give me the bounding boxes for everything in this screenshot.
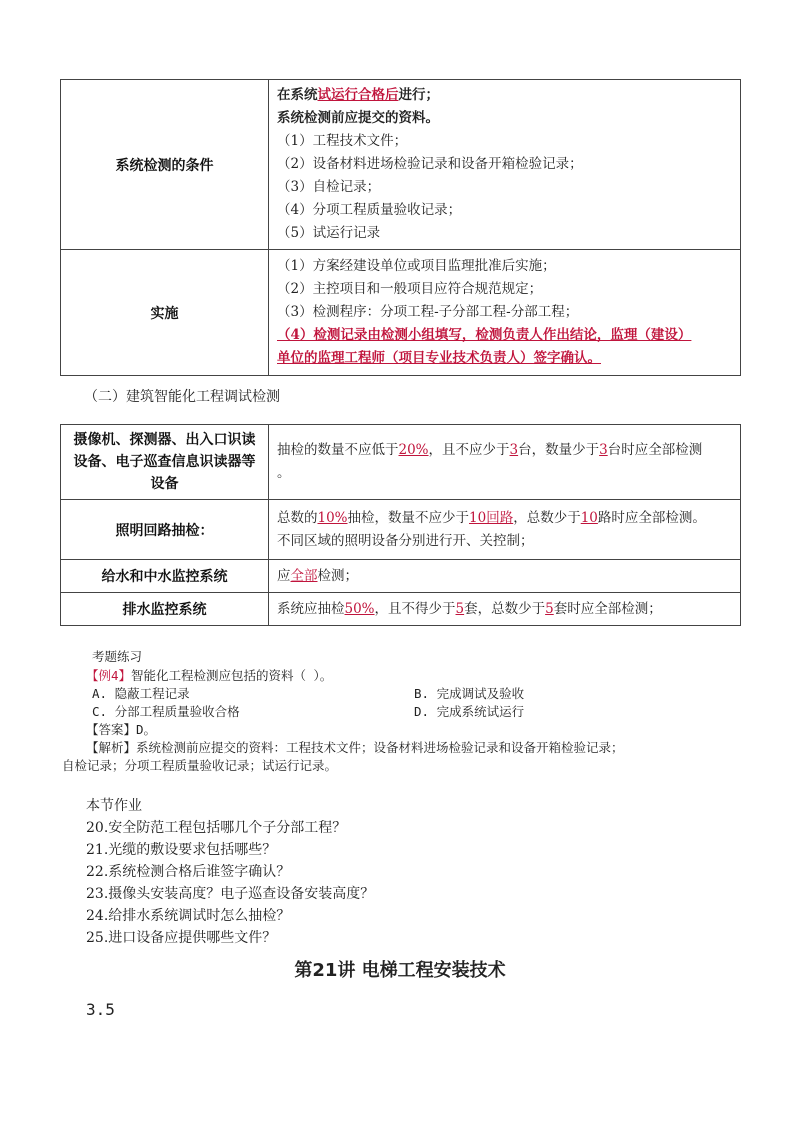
homework-item: 21.光缆的敷设要求包括哪些？ [86,842,277,858]
conditions-item: （2）设备材料进场检验记录和设备开箱检验记录； [277,156,583,172]
conditions-line-2: 系统检测前应提交的资料。 [277,110,439,126]
conditions-item: （3）自检记录； [277,179,381,195]
section-number: 3.5 [86,1000,115,1019]
conditions-item: （4）分项工程质量验收记录； [277,202,462,218]
homework-item: 22.系统检测合格后谁签字确认？ [86,864,291,880]
analysis-line-1: 【解析】系统检测前应提交的资料：工程技术文件；设备材料进场检验记录和设备开箱检验记录； [86,740,624,755]
system-inspection-table [60,79,741,376]
implementation-item: （1）方案经建设单位或项目监理批准后实施； [277,258,556,274]
implementation-highlight-1: （4）检测记录由检测小组填写，检测负责人作出结论，监理（建设） [277,327,692,343]
drainage-line-1: 系统应抽检50%，且不得少于5套，总数少于5套时应全部检测； [277,600,662,617]
answer: 【答案】D。 [86,722,157,737]
conditions-line-1: 在系统试运行合格后进行； [277,87,439,103]
debug-inspection-table [60,424,741,626]
homework-item: 25.进口设备应提供哪些文件？ [86,930,277,946]
option-a: A. 隐蔽工程记录 [92,686,190,701]
analysis-line-2: 自检记录；分项工程质量验收记录；试运行记录。 [62,758,338,773]
cameras-line-2: 。 [277,465,291,481]
conditions-item: （1）工程技术文件； [277,133,408,149]
lighting-content [269,500,741,560]
implementation-content [269,250,741,376]
row-label-implementation: 实施 [61,250,269,376]
homework-title: 本节作业 [86,798,142,814]
drainage-content [269,593,741,626]
option-b: B. 完成调试及验收 [414,686,525,701]
option-d: D. 完成系统试运行 [414,704,525,719]
example-tag: 【例4】 [86,668,132,683]
row-label-drainage: 排水监控系统 [61,593,269,626]
homework-item: 24.给排水系统调试时怎么抽检？ [86,908,291,924]
option-c: C. 分部工程质量验收合格 [92,704,240,719]
cameras-content [269,425,741,500]
water-line-1: 应全部检测； [277,567,358,584]
row-label-conditions: 系统检测的条件 [61,80,269,250]
row-label-cameras: 摄像机、探测器、出入口识读 设备、电子巡查信息识读器等 设备 [61,425,269,500]
homework-item: 23.摄像头安装高度？电子巡查设备安装高度？ [86,886,375,902]
section-heading: （二）建筑智能化工程调试检测 [84,389,280,405]
conditions-item: （5）试运行记录 [277,225,381,241]
conditions-content [269,80,741,250]
practice-question: 【例4】智能化工程检测应包括的资料（ ）。 [86,668,333,683]
row-label-lighting: 照明回路抽检： [61,500,269,560]
implementation-item: （2）主控项目和一般项目应符合规范规定； [277,281,543,297]
cameras-line-1: 抽检的数量不应低于20%，且不应少于3台，数量少于3台时应全部检测 [277,442,703,458]
water-content [269,560,741,593]
row-label-water: 给水和中水监控系统 [61,560,269,593]
practice-heading: 考题练习 [92,649,143,664]
lecture-title: 第21讲 电梯工程安装技术 [294,960,506,981]
lighting-line-2: 不同区域的照明设备分别进行开、关控制； [277,532,534,549]
implementation-highlight-2: 单位的监理工程师（项目专业技术负责人）签字确认。 [277,350,601,366]
lighting-line-1: 总数的10%抽检，数量不应少于10回路，总数少于10路时应全部检测。 [277,509,706,526]
homework-section [86,795,374,949]
implementation-item: （3）检测程序：分项工程-子分部工程-分部工程； [277,304,579,320]
homework-item: 20.安全防范工程包括哪几个子分部工程？ [86,820,347,836]
